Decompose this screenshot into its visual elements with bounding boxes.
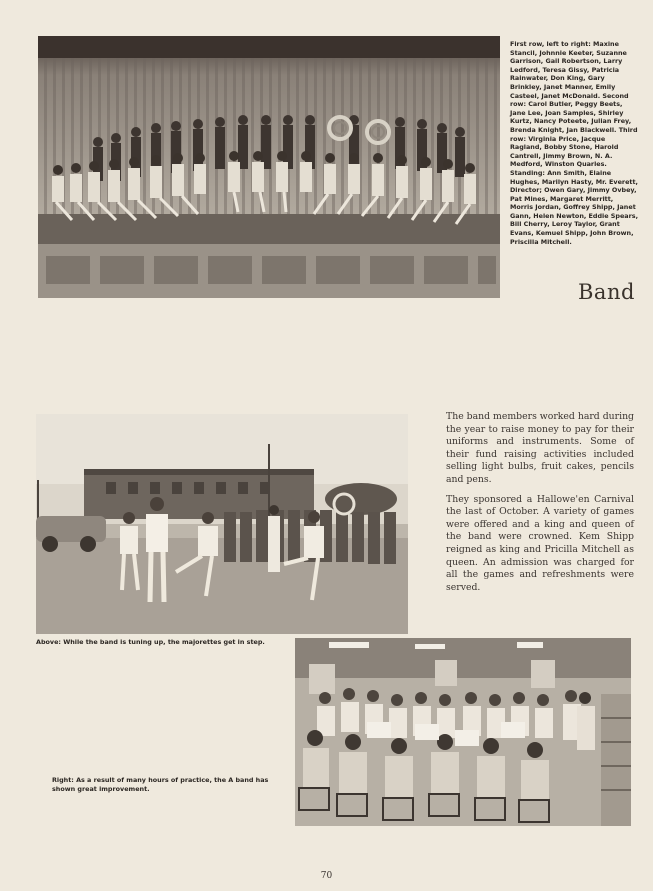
a-band-rehearsal-photo <box>295 638 631 826</box>
band-group-photo <box>38 36 500 298</box>
group-photo-caption: First row, left to right: Maxine Stancil, Johnnie Keeter, Suzanne Garrison, Gail Robertson, Larry Ledford, Teresa Gissy, Patricia Rainwater, Don King, Gary Brinkley, Janet Manner, Emily Casteel, Janet McDonald. Second row: Carol Butler, Peggy Beets, Jane Lee, Joan Samples, Shirley Kurtz, Nancy Poteete, Julian Frey, Brenda Knight, Jan Blackwell. Third row: Virginia Price, Jacque Ragland, Bobby Stone, Harold Cantrell, Jimmy Brown, N. A. Medford, Winston Quarles. Standing: Ann Smith, Elaine Hughes, Marilyn Hasty, Mr. Everett, Director; Owen Gary, Jimmy Ovbey, Pat Mines, Margaret Merritt, Morris Jordan, Goffrey Shipp, Janet Gann, Helen Newton, Eddie Spears, Bill Cherry, Leroy Taylor, Grant Evans, Kemuel Shipp, John Brown, Priscilla Mitchell. <box>510 40 638 246</box>
majorettes-caption: Above: While the band is tuning up, the majorettes get in step. <box>36 638 265 646</box>
article-paragraph: The band members worked hard during the year to raise money to pay for their uniforms and instruments. Some of their fund raising activities included selling light bulbs, fruit cakes, pencils and pens. <box>446 411 635 485</box>
page-number: 70 <box>320 871 333 881</box>
article-paragraph: They sponsored a Hallowe'en Carnival the last of October. A variety of games were offered and a king and queen of the band were crowned. Kem Shipp reigned as king and Pricilla Mitchell as queen. An admission was charged for all the games and refreshments were served. <box>446 493 634 593</box>
section-title: Band <box>578 280 635 304</box>
article-body <box>446 411 634 601</box>
majorettes-photo <box>36 414 408 634</box>
a-band-caption: Right: As a result of many hours of practice, the A band has shown great improvement. <box>52 776 269 793</box>
